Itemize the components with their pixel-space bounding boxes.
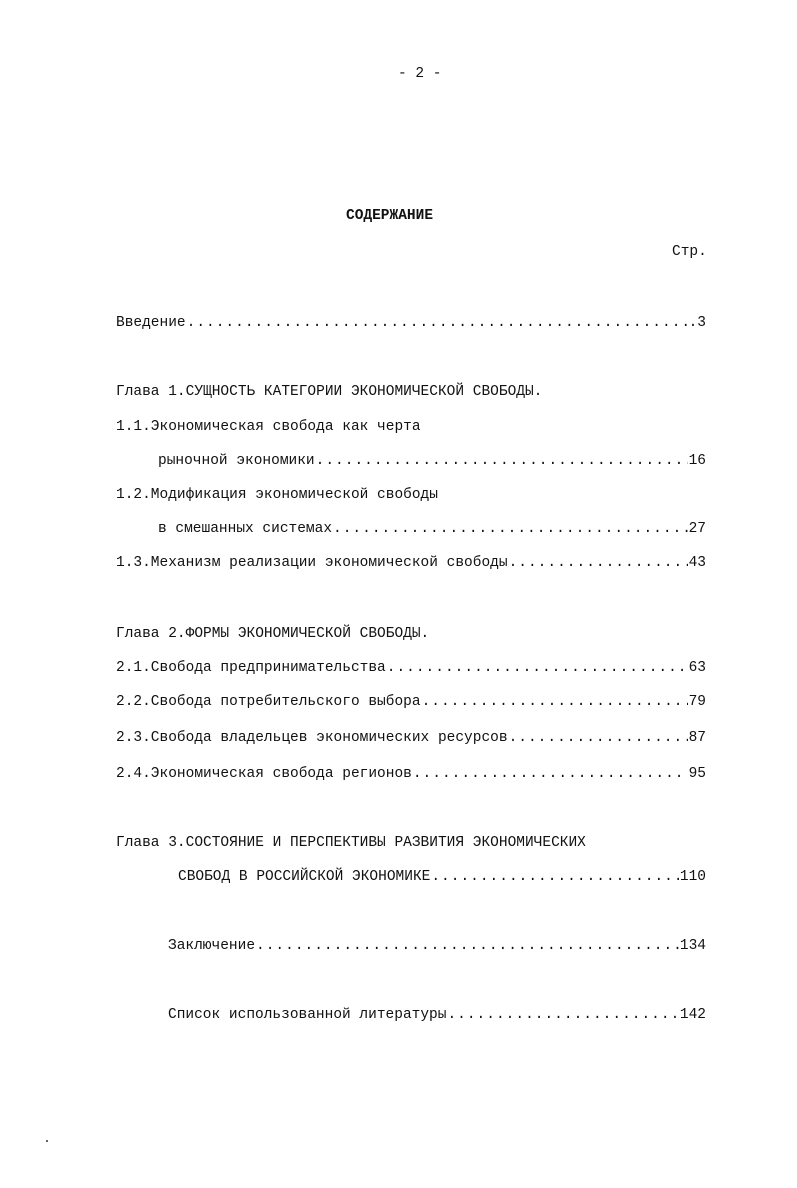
toc-entry-3 (178, 867, 706, 887)
leader-dots (387, 658, 688, 678)
scan-speck (46, 1140, 48, 1142)
leader-dots (316, 451, 688, 471)
toc-entry-1-3 (116, 553, 706, 573)
toc-entry-page: 110 (679, 869, 706, 885)
leader-dots (431, 867, 679, 887)
toc-entry-1-1-line1: 1.1.Экономическая свобода как черта (116, 419, 421, 435)
toc-entry-label: 2.4.Экономическая свобода регионов (116, 766, 412, 782)
toc-entry-label: рыночной экономики (158, 453, 315, 469)
toc-entry-1-2 (158, 519, 706, 539)
toc-entry-label: СВОБОД В РОССИЙСКОЙ ЭКОНОМИКЕ (178, 869, 431, 885)
toc-entry-page: 142 (679, 1007, 706, 1023)
toc-entry-page: 87 (688, 730, 706, 746)
toc-entry-intro (116, 313, 706, 333)
toc-entry-page: 79 (688, 694, 706, 710)
toc-entry-2-3 (116, 728, 706, 748)
toc-entry-1-1 (158, 451, 706, 471)
toc-entry-label: Введение (116, 315, 186, 331)
chapter-3-heading: Глава 3.СОСТОЯНИЕ И ПЕРСПЕКТИВЫ РАЗВИТИЯ ЭКОНОМИЧЕСКИХ (116, 835, 586, 851)
leader-dots (413, 764, 688, 784)
chapter-2-heading: Глава 2.ФОРМЫ ЭКОНОМИЧЕСКОЙ СВОБОДЫ. (116, 626, 430, 642)
toc-entry-2-1 (116, 658, 706, 678)
toc-entry-label: Заключение (168, 938, 256, 954)
toc-entry-label: 1.3.Механизм реализации экономической свободы (116, 555, 508, 571)
toc-entry-label: 2.1.Свобода предпринимательства (116, 660, 386, 676)
toc-entry-2-4 (116, 764, 706, 784)
toc-entry-page: 63 (688, 660, 706, 676)
toc-entry-label: Список использованной литературы (168, 1007, 447, 1023)
page-column-label: Стр. (672, 244, 707, 260)
leader-dots (187, 313, 688, 333)
leader-dots (422, 692, 688, 712)
leader-dots (333, 519, 688, 539)
toc-entry-page: 16 (688, 453, 706, 469)
toc-entry-page: 43 (688, 555, 706, 571)
toc-entry-conclusion (168, 936, 706, 956)
leader-dots (509, 728, 688, 748)
document-title: СОДЕРЖАНИЕ (346, 208, 434, 224)
toc-entry-2-2 (116, 692, 706, 712)
toc-entry-references (168, 1005, 706, 1025)
toc-entry-page: .3 (688, 315, 706, 331)
chapter-1-heading: Глава 1.СУЩНОСТЬ КАТЕГОРИИ ЭКОНОМИЧЕСКОЙ СВОБОДЫ. (116, 384, 543, 400)
leader-dots (256, 936, 679, 956)
toc-entry-page: 27 (688, 521, 706, 537)
leader-dots (509, 553, 688, 573)
toc-entry-label: 2.2.Свобода потребительского выбора (116, 694, 421, 710)
toc-entry-1-2-line1: 1.2.Модификация экономической свободы (116, 487, 438, 503)
toc-entry-page: 95 (688, 766, 706, 782)
toc-entry-page: 134 (679, 938, 706, 954)
leader-dots (447, 1005, 678, 1025)
page-number: - 2 - (398, 66, 442, 82)
toc-entry-label: в смешанных системах (158, 521, 333, 537)
toc-entry-label: 2.3.Свобода владельцев экономических ресурсов (116, 730, 508, 746)
